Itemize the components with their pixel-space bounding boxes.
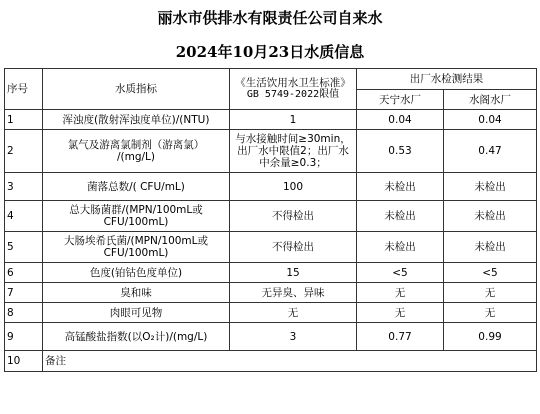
indicator-line: 总大肠菌群/(MPN/100mL或 [69,204,203,216]
cell-seq: 9 [5,323,43,351]
cell-limit [230,263,357,283]
table-row [5,263,537,283]
cell-seq: 7 [5,283,43,303]
cell-indicator [43,110,230,130]
cell-indicator [43,323,230,351]
limit-line: 无异臭、异味 [261,286,325,299]
indicator-line: 浑浊度(散射浑浊度单位)/(NTU) [62,113,210,126]
cell-limit [230,283,357,303]
cell-shuige-result: 0.04 [444,110,537,130]
cell-seq: 2 [5,130,43,173]
cell-shuige-result: 0.47 [444,130,537,173]
cell-shuige-result: 未检出 [444,201,537,232]
table-row [5,232,537,263]
cell-tianning-result: <5 [357,263,444,283]
table-row [5,303,537,323]
cell-seq: 8 [5,303,43,323]
cell-seq: 4 [5,201,43,232]
cell-shuige-result: 未检出 [444,173,537,201]
cell-indicator [43,173,230,201]
header-seq: 序号 [5,69,43,110]
indicator-line: 色度(铂钴色度单位) [89,266,183,279]
limit-line: 出厂水中限值2；出厂水 [237,145,349,157]
limit-line: 中余量≥0.3； [259,157,327,169]
indicator-line: 臭和味 [120,286,152,299]
table-row [5,130,537,173]
cell-seq: 3 [5,173,43,201]
cell-tianning-result: 无 [357,303,444,323]
indicator-line: CFU/100mL) [103,216,169,228]
note-label: 备注 [43,351,537,372]
table-row [5,110,537,130]
cell-limit [230,323,357,351]
cell-shuige-result: 无 [444,303,537,323]
cell-indicator [43,130,230,173]
header-row-1 [5,69,537,90]
cell-indicator [43,303,230,323]
cell-seq: 1 [5,110,43,130]
cell-limit [230,303,357,323]
cell-shuige-result: <5 [444,263,537,283]
limit-line: 15 [286,266,300,279]
indicator-line: 大肠埃希氏菌/(MPN/100mL或 [63,235,209,247]
cell-indicator [43,283,230,303]
report-sheet [4,0,536,372]
limit-line: 不得检出 [272,210,314,222]
header-plant-tianning: 天宁水厂 [357,90,444,110]
cell-limit [230,130,357,173]
header-standard-line2: GB 5749-2022限值 [246,89,340,100]
water-quality-table [4,68,537,372]
limit-line: 100 [282,180,304,193]
table-row [5,283,537,303]
cell-shuige-result: 0.99 [444,323,537,351]
cell-indicator [43,201,230,232]
report-date-title: 2024年10月23日水质信息 [175,43,365,61]
cell-tianning-result: 未检出 [357,173,444,201]
header-results: 出厂水检测结果 [357,69,537,90]
table-row [5,201,537,232]
header-standard-line1: 《生活饮用水卫生标准》 [235,77,351,89]
indicator-line: CFU/100mL) [103,247,169,259]
limit-line: 不得检出 [272,241,314,253]
cell-seq: 10 [5,351,43,372]
cell-indicator [43,232,230,263]
cell-tianning-result: 0.77 [357,323,444,351]
table-row [5,173,537,201]
cell-tianning-result: 无 [357,283,444,303]
cell-limit [230,173,357,201]
cell-indicator [43,263,230,283]
header-standard [230,69,357,110]
cell-tianning-result: 0.53 [357,130,444,173]
cell-tianning-result: 未检出 [357,201,444,232]
cell-limit [230,201,357,232]
cell-tianning-result: 0.04 [357,110,444,130]
header-indicator: 水质指标 [43,69,230,110]
cell-shuige-result: 未检出 [444,232,537,263]
indicator-line: 菌落总数/( CFU/mL) [87,180,185,193]
indicator-line: 氯气及游离氯制剂（游离氯） [67,139,205,151]
cell-limit [230,110,357,130]
limit-line: 无 [287,306,299,319]
cell-limit [230,232,357,263]
limit-line: 3 [289,330,297,343]
cell-shuige-result: 无 [444,283,537,303]
cell-tianning-result: 未检出 [357,232,444,263]
cell-seq: 5 [5,232,43,263]
indicator-line: /(mg/L) [116,151,155,163]
table-row [5,323,537,351]
report-title: 丽水市供排水有限责任公司自来水 [157,9,383,27]
indicator-line: 肉眼可见物 [109,306,163,319]
note-row [5,351,537,372]
limit-line: 1 [289,113,297,126]
header-plant-shuige: 水阁水厂 [444,90,537,110]
cell-seq: 6 [5,263,43,283]
indicator-line: 高锰酸盐指数(以O₂计)/(mg/L) [64,330,208,343]
limit-line: 与水接触时间≥30min， [235,133,351,145]
